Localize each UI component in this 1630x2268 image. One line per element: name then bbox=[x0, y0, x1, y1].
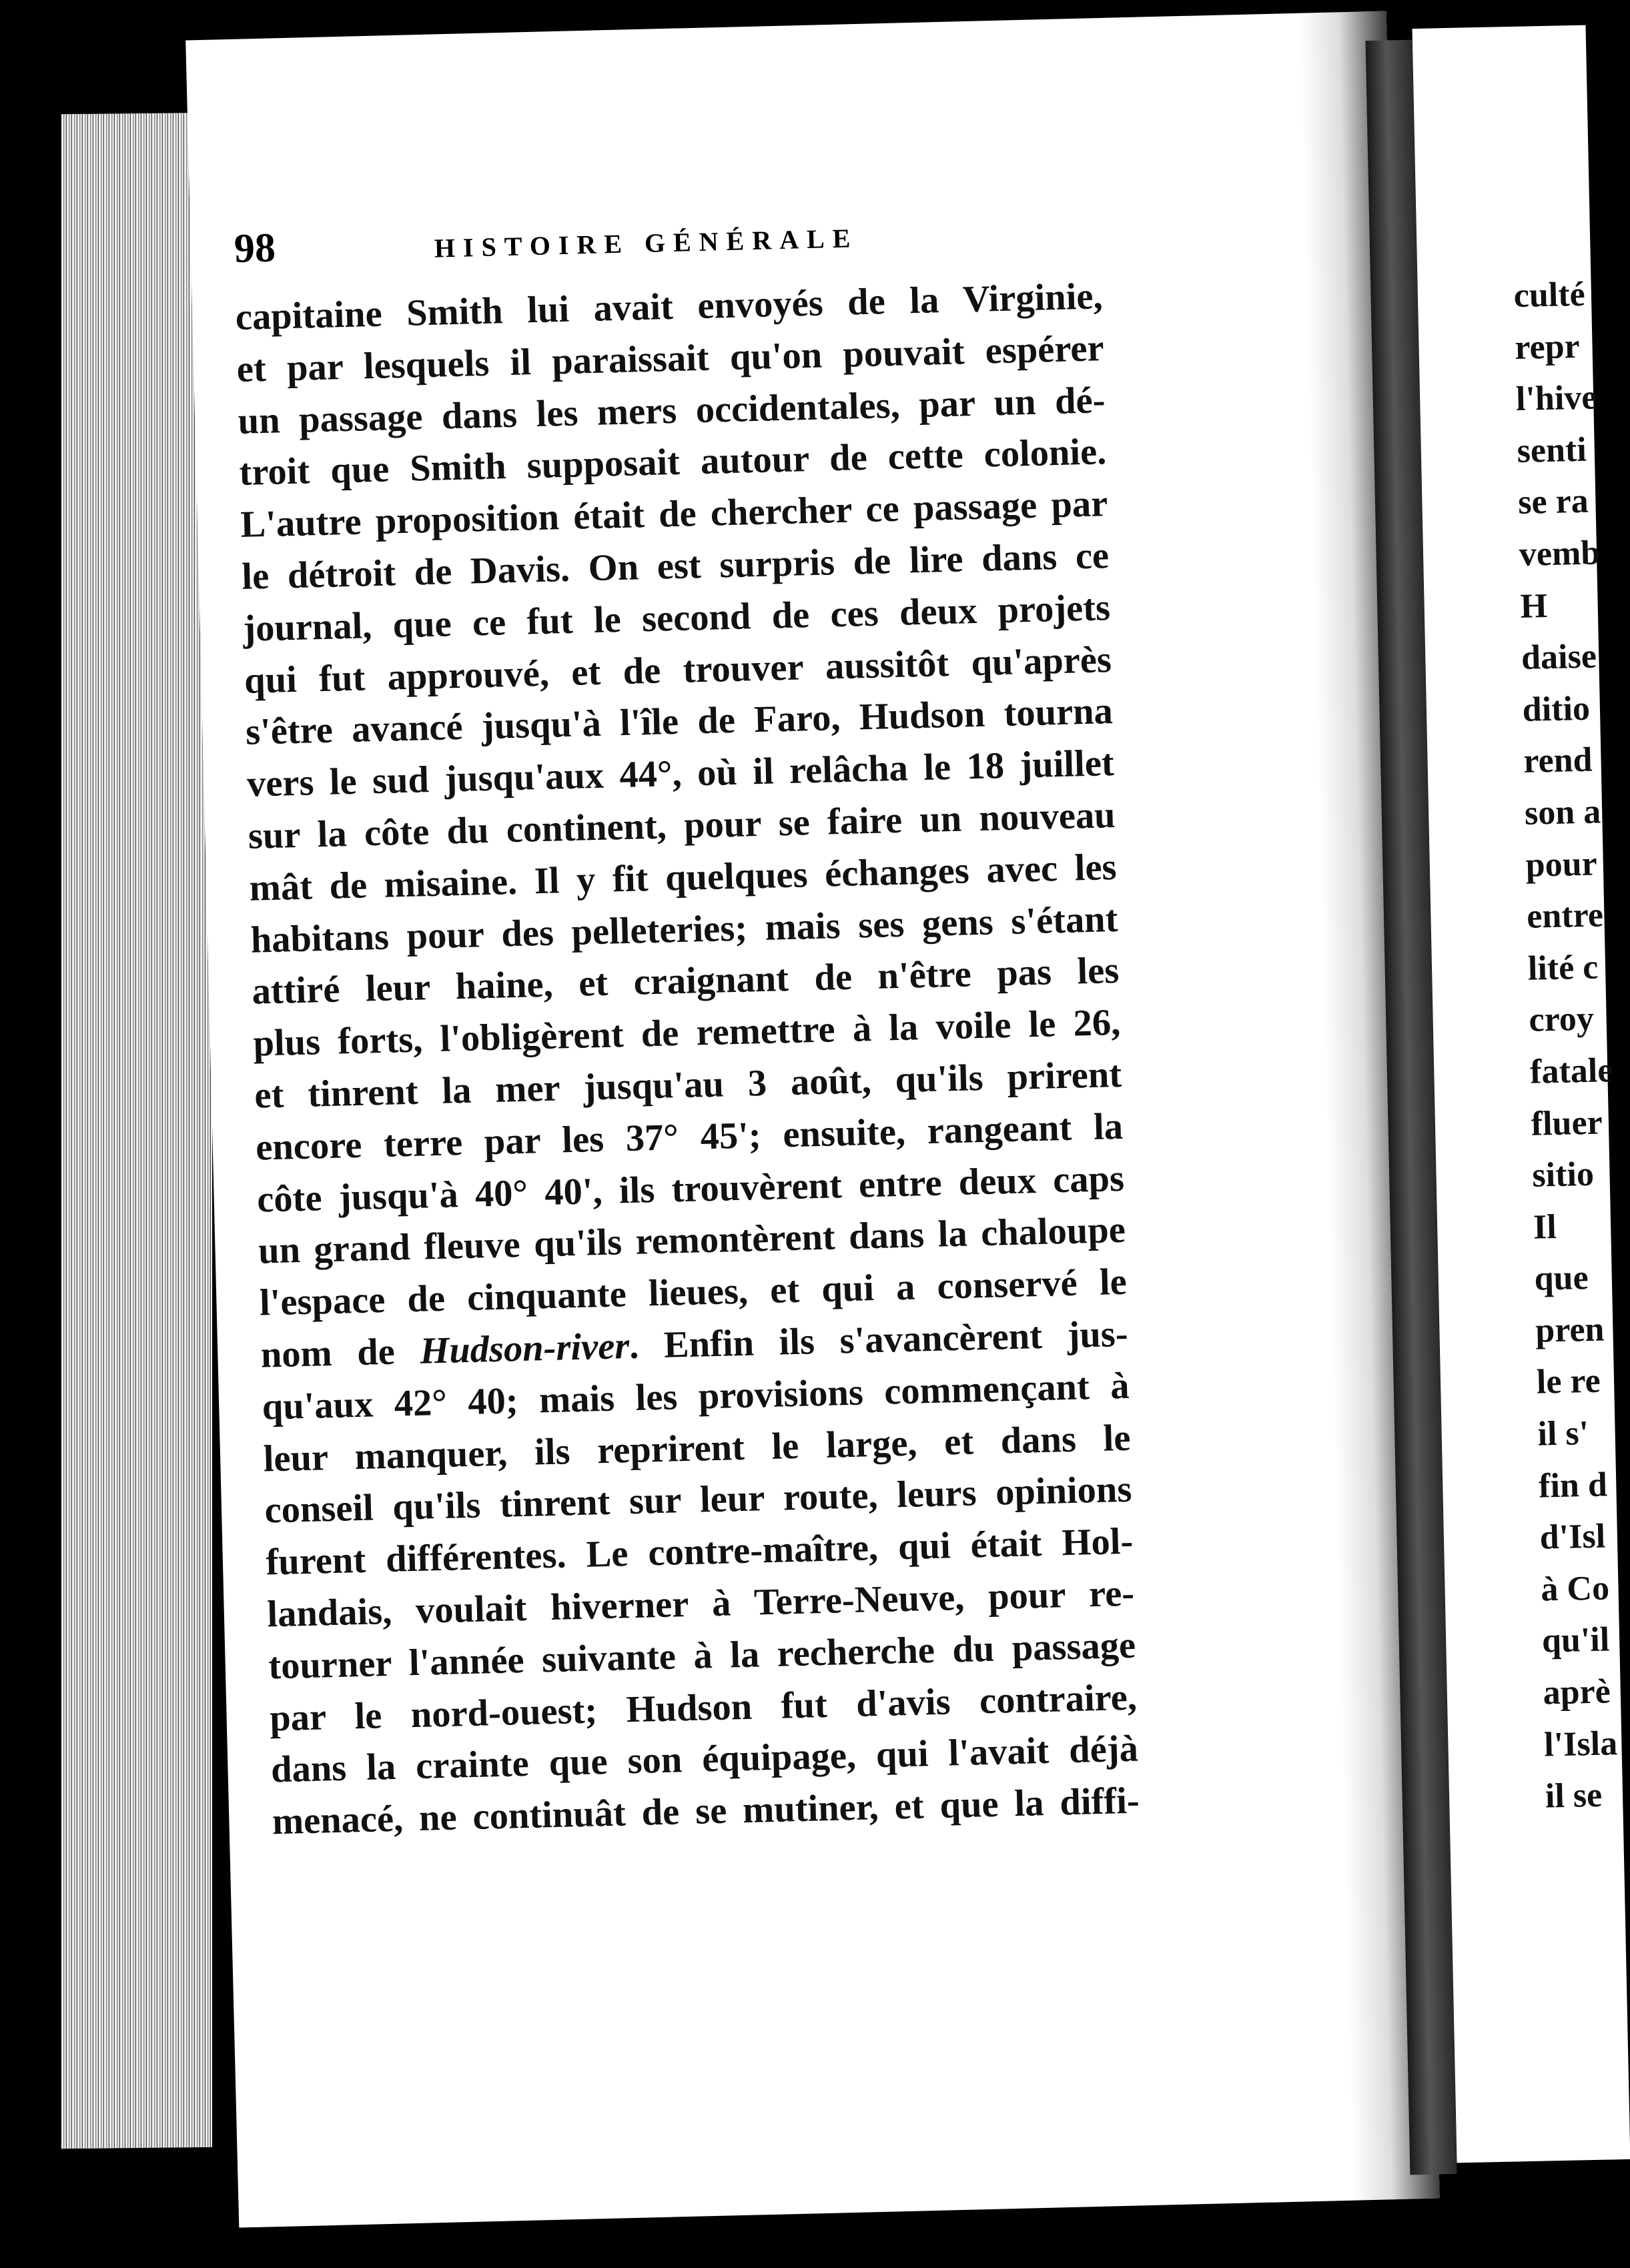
text-line: dans la crainte que son équipage, qui l'avait déjà bbox=[270, 1728, 1139, 1791]
right-page-fragment: entre bbox=[1526, 896, 1604, 936]
right-page-fragment: sitio bbox=[1531, 1155, 1595, 1195]
right-page-fragment: H bbox=[1519, 586, 1548, 626]
page-number: 98 bbox=[234, 225, 276, 271]
text-line: l'espace de cinquante lieues, et qui a conservé le bbox=[259, 1261, 1128, 1324]
text-line: habitans pour des pelleteries; mais ses gens s'étant bbox=[250, 898, 1119, 961]
text-line: conseil qu'ils tinrent sur leur route, leurs opinions bbox=[264, 1469, 1133, 1532]
text-line: un grand fleuve qu'ils remontèrent dans la chaloupe bbox=[258, 1209, 1126, 1272]
right-page-fragment: à Co bbox=[1540, 1569, 1610, 1609]
right-page-fragment: d'Isl bbox=[1539, 1517, 1606, 1557]
right-page-fragment: l'hive bbox=[1515, 378, 1597, 419]
running-head-title: HISTOIRE GÉNÉRALE bbox=[434, 223, 859, 263]
right-page-fragment: le re bbox=[1536, 1362, 1601, 1402]
right-page-fragment: repr bbox=[1514, 327, 1581, 367]
text-line: côte jusqu'à 40° 40', ils trouvèrent entre deux caps bbox=[256, 1157, 1125, 1221]
text-line: journal, que ce fut le second de ces deux projets bbox=[242, 586, 1111, 650]
text-line: L'autre proposition était de chercher ce passage par bbox=[240, 483, 1108, 546]
right-page-fragment: qu'il bbox=[1541, 1620, 1610, 1660]
text-line: vers le sud jusqu'aux 44°, où il relâcha le 18 juillet bbox=[246, 742, 1115, 805]
right-page-fragment: croy bbox=[1528, 1000, 1595, 1040]
text-line: encore terre par les 37° 45'; ensuite, rangeant la bbox=[255, 1105, 1124, 1169]
text-line: et par lesquels il paraissait qu'on pouvait espérer bbox=[236, 328, 1105, 390]
text-line: et tinrent la mer jusqu'au 3 août, qu'ils prirent bbox=[254, 1053, 1122, 1117]
right-page-fragment: rend bbox=[1523, 741, 1593, 781]
text-line: nom de Hudson-river. Enfin ils s'avancèrent jus- bbox=[260, 1313, 1129, 1376]
right-page-fragment: aprè bbox=[1543, 1672, 1611, 1712]
right-page-fragment: fatale bbox=[1529, 1051, 1613, 1091]
text-line: landais, voulait hiverner à Terre-Neuve, pour re- bbox=[266, 1572, 1135, 1636]
right-page-fragment: fin d bbox=[1538, 1466, 1608, 1506]
text-line: tourner l'année suivante à la recherche du passage bbox=[268, 1624, 1136, 1688]
text-line: par le nord-ouest; Hudson fut d'avis contraire, bbox=[269, 1676, 1138, 1739]
text-line: menacé, ne continuât de se mutiner, et que la diffi- bbox=[272, 1780, 1140, 1843]
right-page-fragment: pour bbox=[1525, 844, 1598, 885]
text-line: mât de misaine. Il y fit quelques échanges avec les bbox=[249, 846, 1118, 909]
text-line: furent différentes. Le contre-maître, qui était Hol- bbox=[265, 1520, 1134, 1584]
right-page-fragment: son a bbox=[1524, 792, 1601, 832]
right-page-fragment: ditio bbox=[1522, 689, 1591, 729]
right-page-fragment: l'Isla bbox=[1543, 1724, 1618, 1764]
text-line: qui fut approuvé, et de trouver aussitôt qu'après bbox=[244, 638, 1112, 702]
text-line: attiré leur haine, et craignant de n'être pas les bbox=[251, 950, 1120, 1013]
right-page-fragment: daise bbox=[1521, 637, 1597, 678]
page-edges bbox=[61, 113, 212, 2149]
right-page-fragment: il s' bbox=[1537, 1414, 1589, 1454]
right-page-fragment: il se bbox=[1545, 1776, 1603, 1816]
right-page-fragment: fluer bbox=[1531, 1103, 1603, 1143]
right-page-fragment: se ra bbox=[1517, 482, 1589, 522]
text-line: troit que Smith supposait autour de cette colonie. bbox=[238, 431, 1107, 494]
right-page-fragment: vemb bbox=[1519, 534, 1601, 574]
right-page-fragment: senti bbox=[1517, 430, 1587, 470]
right-page-fragment: que bbox=[1534, 1259, 1589, 1298]
text-line: plus forts, l'obligèrent de remettre à la voile le 26, bbox=[252, 1002, 1121, 1065]
text-line: capitaine Smith lui avait envoyés de la Virginie, bbox=[235, 275, 1104, 338]
right-page-fragment: pren bbox=[1535, 1310, 1605, 1350]
right-page-fragment: culté bbox=[1513, 275, 1586, 315]
text-line: sur la côte du continent, pour se faire un nouveau bbox=[248, 794, 1116, 857]
right-page-fragment: lité c bbox=[1527, 948, 1599, 988]
body-text bbox=[235, 271, 1140, 1848]
text-line: s'être avancé jusqu'à l'île de Faro, Hudson tourna bbox=[245, 690, 1114, 754]
text-line: un passage dans les mers occidentales, par un dé- bbox=[237, 379, 1106, 442]
right-page-fragment: Il bbox=[1533, 1207, 1557, 1247]
text-line: le détroit de Davis. On est surpris de lire dans ce bbox=[241, 535, 1110, 598]
text-line: leur manquer, ils reprirent le large, et dans le bbox=[262, 1417, 1132, 1480]
text-line: qu'aux 42° 40; mais les provisions commençant à bbox=[262, 1365, 1130, 1428]
